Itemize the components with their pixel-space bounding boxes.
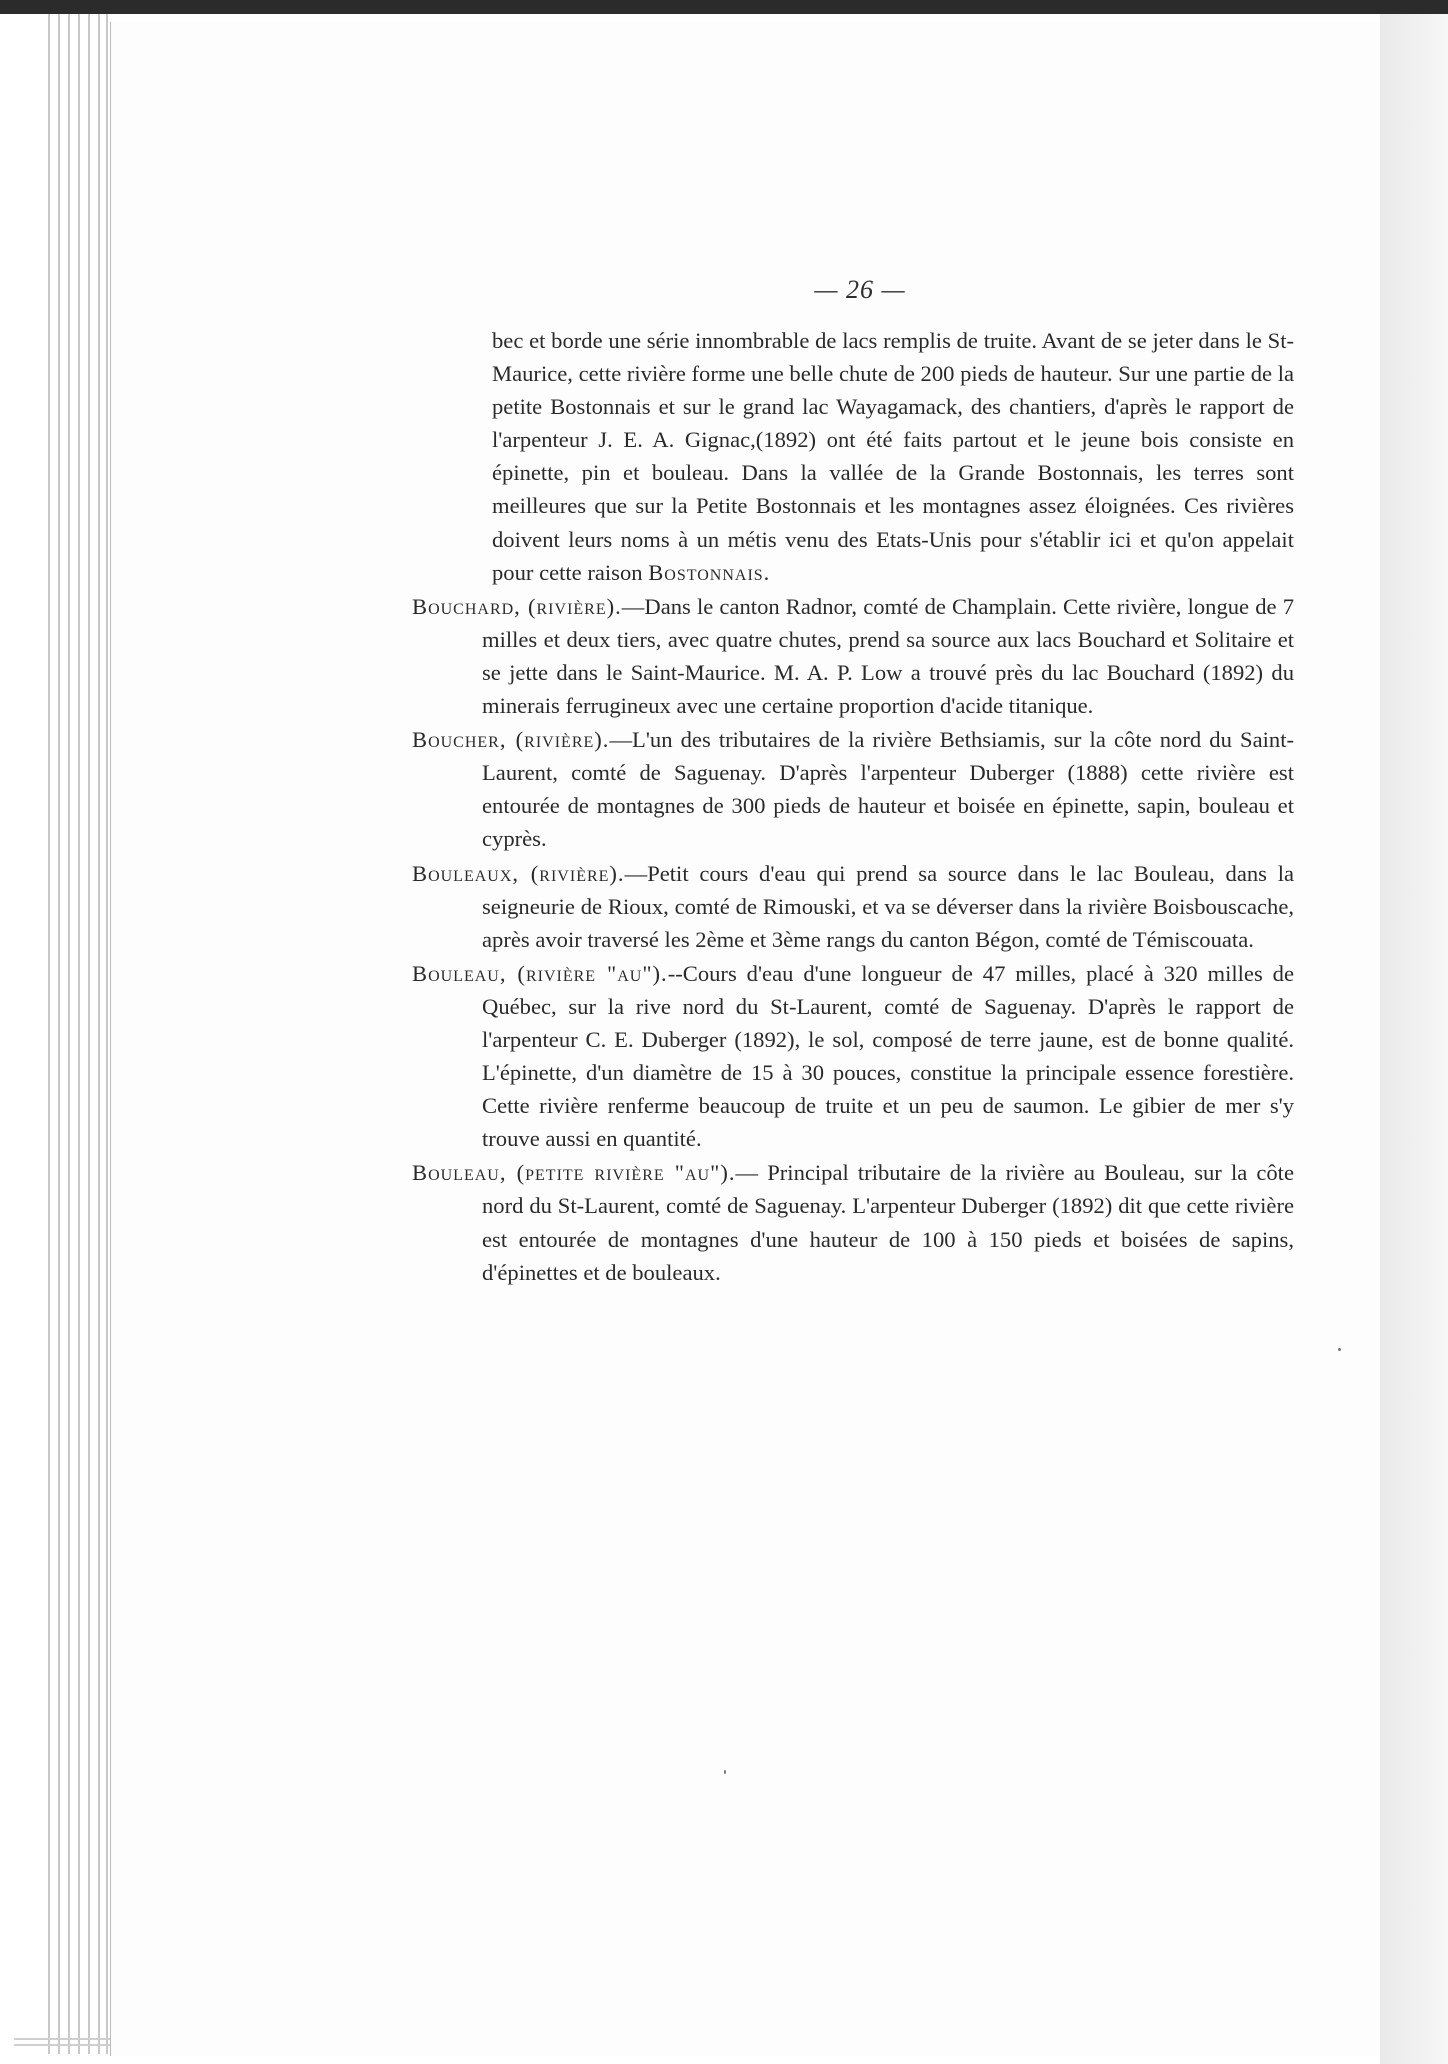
entry-boucher [412,723,1294,855]
entry-petite-riviere-bouleau [412,1156,1294,1288]
page-right-shadow [1380,14,1448,2064]
entry-bouleaux [412,857,1294,956]
entry-body: —L'un des tributaires de la rivière Bethsiamis, sur la côte nord du Saint-Laurent, comté de Saguenay. D'après l'arpenteur Duberger (1888) cette rivière est entourée de montagnes de 300 pieds de hauteur et boisée en épinette, sapin, bouleau et cyprès. [482,727,1294,852]
stacked-page-edge [98,14,100,2054]
scan-top-border [0,0,1448,14]
entry-heading: Bouleau, (rivière "au"). [412,960,668,986]
scan-speck [1338,1348,1341,1351]
entry-heading: Bouleau, (petite rivière "au"). [412,1160,736,1186]
entry-body: —Dans le canton Radnor, comté de Champlain. Cette rivière, longue de 7 milles et deux tiers, avec quatre chutes, prend sa source aux lacs Bouchard et Solitaire et se jette dans le Saint-Maurice. M. A. P. Low a trouvé près du lac Bouchard (1892) du minerais ferrugineux avec une certaine proportion d'acide titanique. [482,593,1294,719]
paragraph-body: bec et borde une série innombrable de lacs remplis de truite. Avant de se jeter dans le St-Maurice, cette rivière forme une belle chute de 200 pieds de hauteur. Sur une partie de la petite Bostonnais et sur le grand lac Wayagamack, des chantiers, d'après le rapport de l'arpenteur J. E. A. Gignac,(1892) ont été faits partout et le jeune bois consiste en épinette, pin et bouleau. Dans la vallée de la Grande Bostonnais, les terres sont meilleures que sur la Petite Bostonnais et les montagnes assez éloignées. Ces rivières doivent leurs noms à un métis venu des Etats-Unis pour s'établir ici et qu'on appelait pour cette raison [492,328,1294,585]
paragraph-continued [412,324,1294,589]
entry-body: —Petit cours d'eau qui prend sa source dans le lac Bouleau, dans la seigneurie de Rioux, comté de Rimouski, et va se déverser dans la rivière Boisbouscache, après avoir traversé les 2ème et 3ème rangs du canton Bégon, comté de Témiscouata. [482,860,1294,952]
scan-speck [724,1770,726,1774]
stacked-page-edge [106,14,108,2054]
stacked-page-edge [58,14,60,2054]
paragraph-tail-smallcaps: Bostonnais. [648,559,771,585]
entry-heading: Boucher, (rivière). [412,727,610,753]
entry-body: — Principal tributaire de la rivière au Bouleau, sur la côte nord du St-Laurent, comté de Saguenay. L'arpenteur Duberger (1892) dit que cette rivière est entourée de montagnes d'une hauteur de 100 à 150 pieds et boisées de sapins, d'épinettes et de bouleaux. [482,1160,1294,1285]
stacked-page-edge [48,14,50,2054]
entry-body: --Cours d'eau d'une longueur de 47 milles, placé à 320 milles de Québec, sur la rive nord du St-Laurent, comté de Saguenay. D'après le rapport de l'arpenteur C. E. Duberger (1892), le sol, composé de terre jaune, est de bonne qualité. L'épinette, d'un diamètre de 15 à 30 pouces, constitue la principale essence forestière. Cette rivière renferme beaucoup de truite et un peu de saumon. Le gibier de mer s'y trouve aussi en quantité. [482,960,1295,1152]
stacked-page-edge [68,14,70,2054]
stacked-page-edge [78,14,80,2054]
entry-heading: Bouchard, (rivière). [412,593,622,619]
entry-heading: Bouleaux, (rivière). [412,860,625,886]
entry-bouleau [412,957,1294,1156]
page-text [412,324,1294,1290]
entry-bouchard [412,590,1294,722]
stacked-page-edge [88,14,90,2054]
page-number: — 26 — [814,275,906,304]
